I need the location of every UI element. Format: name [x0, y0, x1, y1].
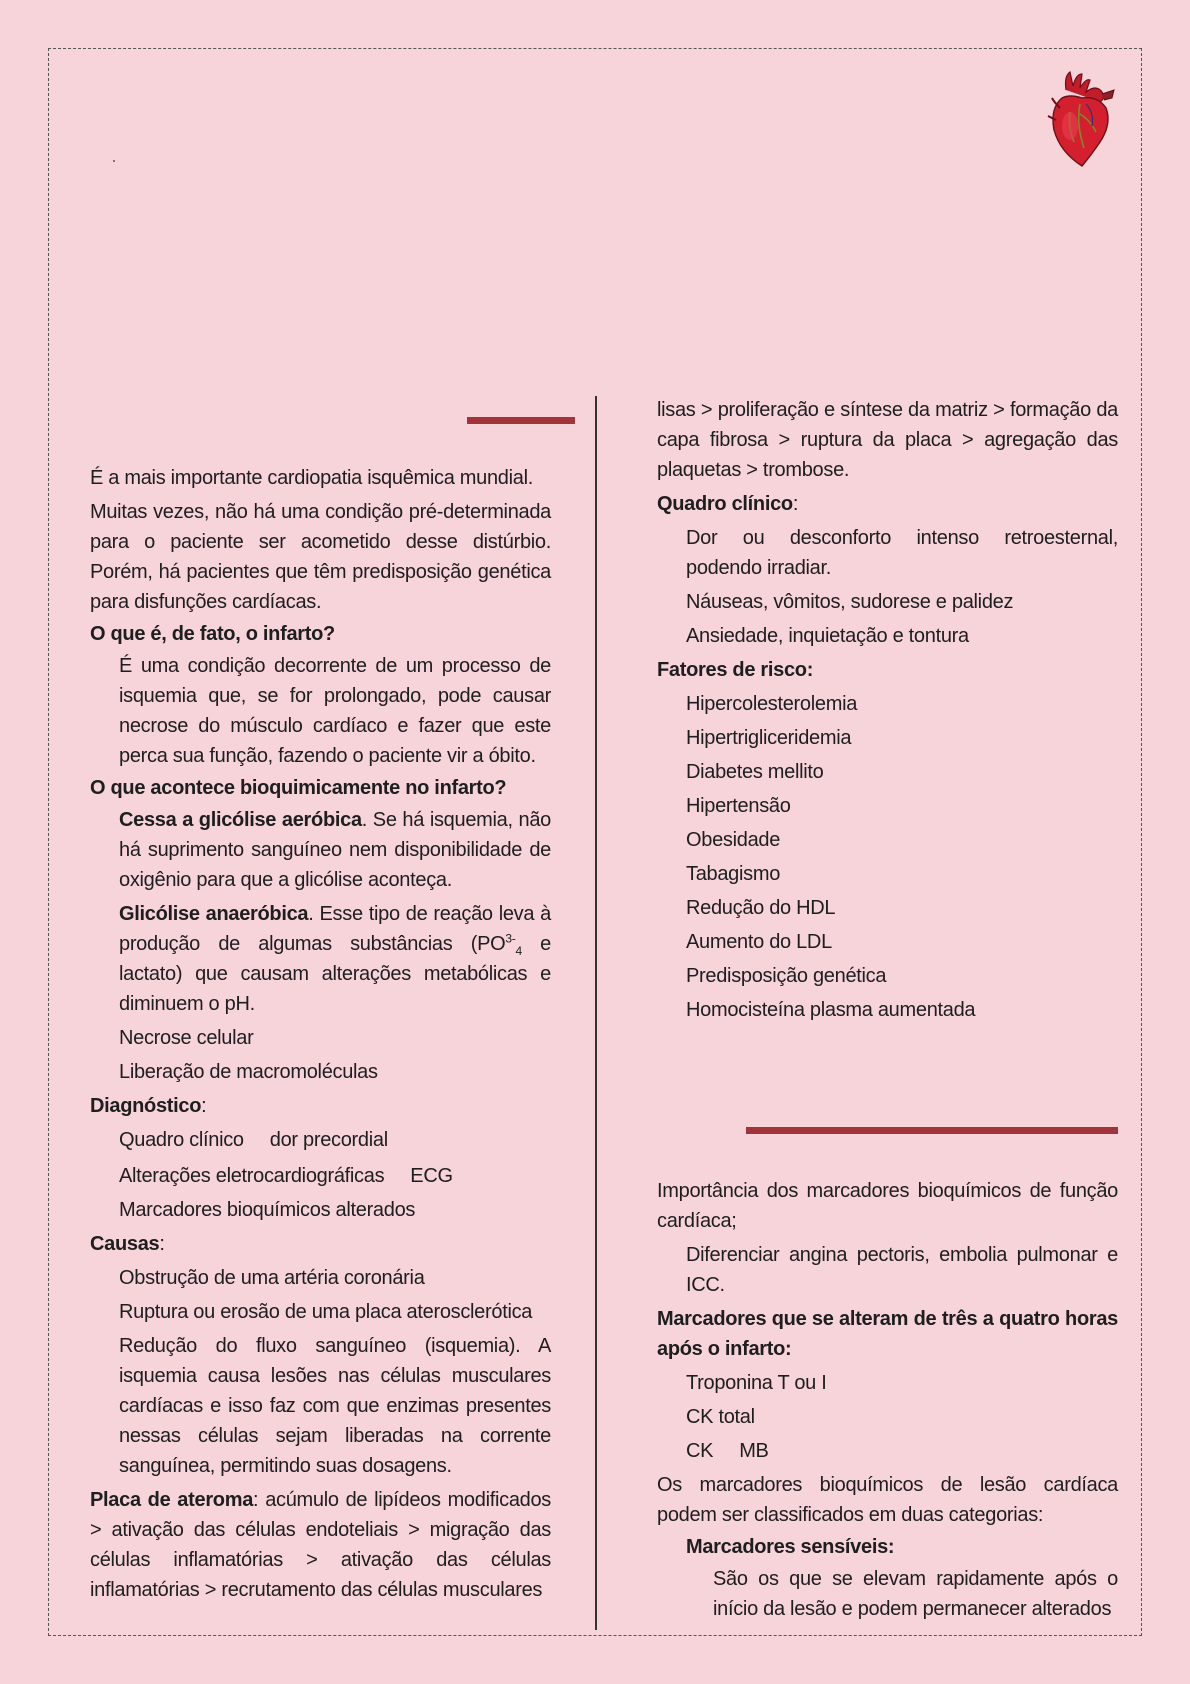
stray-dot — [113, 160, 115, 162]
risk-item: Hipertensão — [686, 795, 791, 817]
item-aerobic-glycolysis — [90, 805, 551, 895]
diagnosis-item-b: ECG — [410, 1165, 453, 1187]
markers-heading: Marcadores que se alteram de três a quatro horas após o infarto: — [657, 1308, 1118, 1360]
plaque-label: Placa de ateroma — [90, 1489, 254, 1511]
anaerobic-text-1: . Esse tipo de reação leva à produção de algumas substâncias (PO — [119, 903, 551, 955]
right-column — [657, 395, 1118, 1025]
risk-item: Redução do HDL — [686, 897, 836, 919]
clinical-item: Náuseas, vômitos, sudorese e palidez — [686, 591, 1014, 613]
marker-mb: MB — [739, 1440, 769, 1462]
diagnosis-label: Diagnóstico — [90, 1095, 202, 1117]
risk-item: Homocisteína plasma aumentada — [686, 999, 976, 1021]
markers-importance-item: Diferenciar angina pectoris, embolia pulmonar e ICC. — [686, 1244, 1118, 1296]
anaerobic-sub: 4 — [515, 944, 522, 958]
causes-heading — [90, 1229, 551, 1259]
diagnosis-item — [90, 1195, 551, 1225]
markers-importance: Importância dos marcadores bioquímicos de função cardíaca; — [657, 1180, 1118, 1232]
marker-item: Troponina T ou I — [686, 1372, 827, 1394]
question-what-is-infarct: O que é, de fato, o infarto? — [90, 623, 335, 645]
markers-classification: Os marcadores bioquímicos de lesão cardíaca podem ser classificados em duas categorias: — [657, 1474, 1118, 1526]
risk-item: Hipertrigliceridemia — [686, 727, 852, 749]
item-anaerobic-glycolysis — [90, 899, 551, 1019]
sensitive-markers-heading: Marcadores sensíveis: — [686, 1536, 895, 1558]
diagnosis-item-a: Quadro clínico — [119, 1129, 244, 1151]
risk-item: Obesidade — [686, 829, 781, 851]
causes-colon: : — [159, 1233, 165, 1255]
clinical-item: Ansiedade, inquietação e tontura — [686, 625, 969, 647]
marker-item: CK total — [686, 1406, 755, 1428]
sensitive-markers-text: São os que se elevam rapidamente após o início da lesão e podem permanecer alterados — [713, 1568, 1118, 1620]
section-bar-right — [746, 1127, 1118, 1134]
causes-label: Causas — [90, 1233, 160, 1255]
diagnosis-item — [90, 1125, 551, 1155]
diagnosis-item-a: Marcadores bioquímicos alterados — [119, 1199, 416, 1221]
clinical-colon: : — [792, 493, 799, 515]
plaque-text: : acúmulo de lipídeos modificados > ativação das células endoteliais > migração das células inflamatórias > ativação das células inflamatórias > recrutamento das células musculares — [90, 1489, 551, 1601]
item-cell-necrosis: Necrose celular — [119, 1027, 254, 1049]
cause-item: Redução do fluxo sanguíneo (isquemia). A isquemia causa lesões nas células musculares cardíacas e isso faz com que enzimas presentes nessas células sejam liberadas na corrente sanguínea, permitindo suas dosagens. — [119, 1335, 551, 1477]
aerobic-label: Cessa a glicólise aeróbica — [119, 809, 362, 831]
risk-item: Hipercolesterolemia — [686, 693, 858, 715]
diagnosis-item-a: Alterações eletrocardiográficas — [119, 1165, 385, 1187]
marker-ck: CK — [686, 1440, 714, 1462]
risk-item: Predisposição genética — [686, 965, 887, 987]
aerobic-text: . Se há isquemia, não há suprimento sanguíneo nem disponibilidade de oxigênio para que a glicólise aconteça. — [119, 809, 551, 891]
risk-item: Aumento do LDL — [686, 931, 832, 953]
diagnosis-item-b: dor precordial — [269, 1129, 388, 1151]
diagnosis-item — [90, 1161, 551, 1191]
clinical-label: Quadro clínico — [657, 493, 793, 515]
intro-line: É a mais importante cardiopatia isquêmica mundial. — [90, 467, 533, 489]
diagnosis-heading — [90, 1091, 551, 1121]
plaque-paragraph — [90, 1485, 551, 1605]
answer-what-is-infarct: É uma condição decorrente de um processo de isquemia que, se for prolongado, pode causar necrose do músculo cardíaco e fazer que este perca sua função, fazendo o paciente vir a óbito. — [119, 655, 551, 767]
column-divider — [595, 396, 597, 1630]
diagnosis-colon: : — [201, 1095, 207, 1117]
plaque-continuation: lisas > proliferação e síntese da matriz > formação da capa fibrosa > ruptura da placa > agregação das plaquetas > trombose. — [657, 399, 1118, 481]
clinical-heading — [657, 489, 1118, 519]
risk-heading: Fatores de risco: — [657, 659, 814, 681]
left-column — [90, 463, 551, 1605]
section-bar-left — [467, 417, 575, 424]
anaerobic-label: Glicólise anaeróbica — [119, 903, 309, 925]
anaerobic-text-2: e lactato) que causam alterações metabólicas e diminuem o pH. — [119, 933, 551, 1015]
question-biochemistry: O que acontece bioquimicamente no infarto? — [90, 777, 507, 799]
risk-item: Diabetes mellito — [686, 761, 824, 783]
marker-item — [657, 1436, 1118, 1466]
clinical-item: Dor ou desconforto intenso retroesternal, podendo irradiar. — [686, 527, 1118, 579]
cause-item: Obstrução de uma artéria coronária — [119, 1267, 425, 1289]
right-column-lower — [657, 1176, 1118, 1624]
item-macromolecules: Liberação de macromoléculas — [119, 1061, 378, 1083]
anaerobic-sup: 3- — [505, 931, 516, 946]
cause-item: Ruptura ou erosão de uma placa aterosclerótica — [119, 1301, 533, 1323]
risk-item: Tabagismo — [686, 863, 781, 885]
anatomical-heart-icon — [1046, 68, 1118, 168]
intro-paragraph: Muitas vezes, não há uma condição pré-determinada para o paciente ser acometido desse distúrbio. Porém, há pacientes que têm predisposição genética para disfunções cardíacas. — [90, 501, 551, 613]
